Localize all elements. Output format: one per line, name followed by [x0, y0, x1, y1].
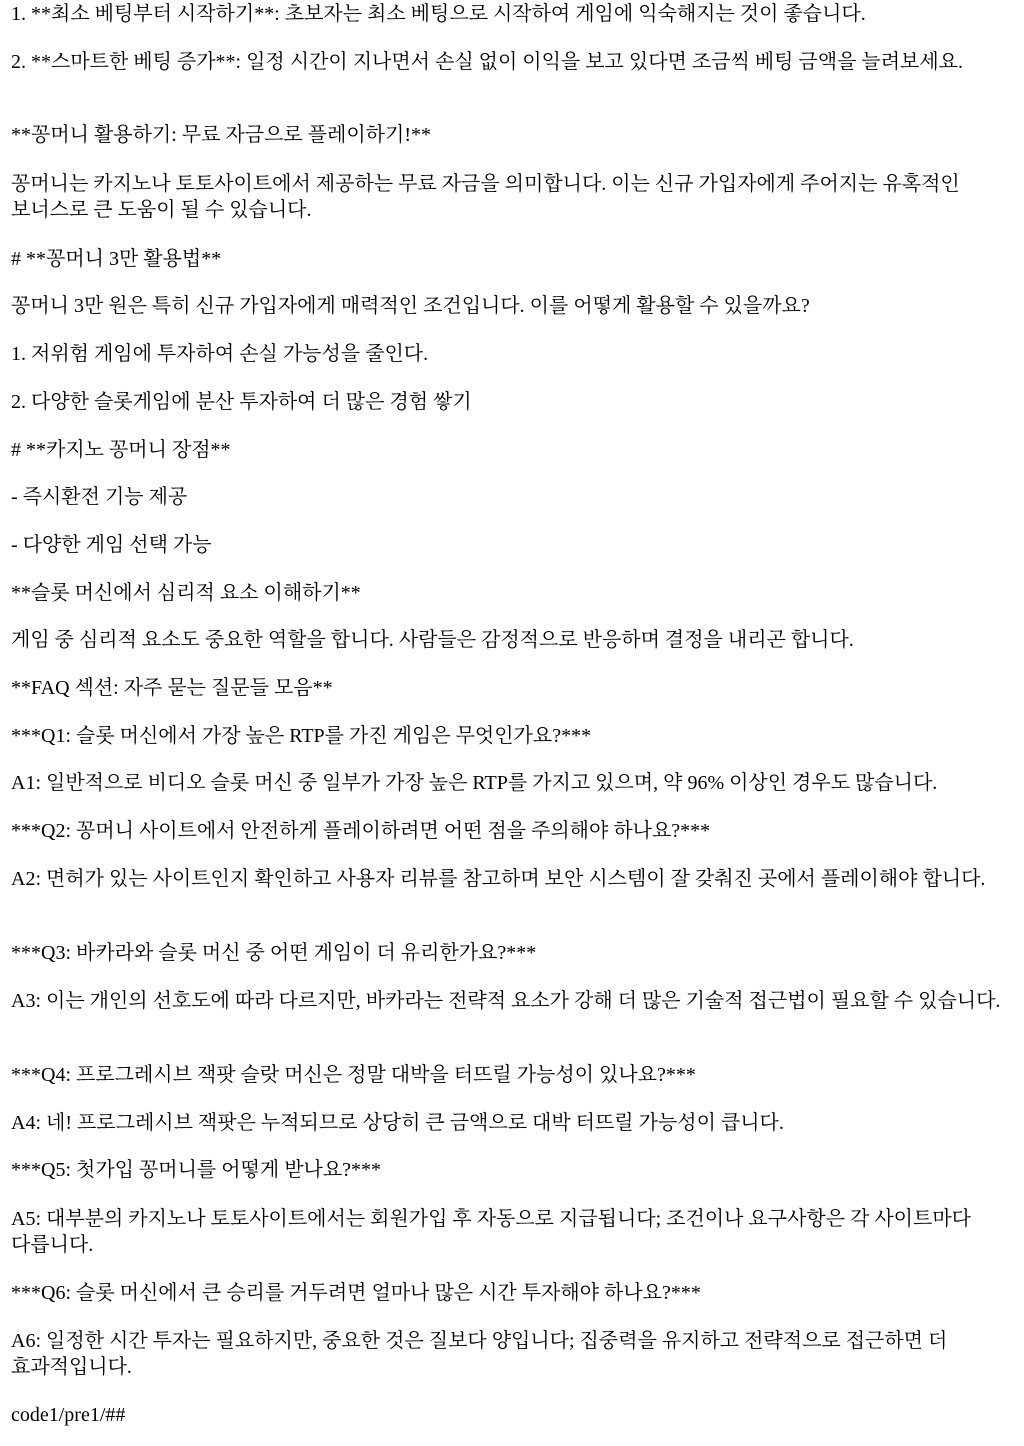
heading-casino-advantages: # **카지노 꽁머니 장점**: [11, 439, 231, 461]
faq-question-5: ***Q5: 첫가입 꽁머니를 어떻게 받나요?***: [11, 1159, 382, 1181]
faq-question-4: ***Q4: 프로그레시브 잭팟 슬랏 머신은 정말 대박을 터뜨릴 가능성이 있나요?***: [11, 1064, 696, 1086]
heading-30k-usage: # **꽁머니 3만 활용법**: [11, 248, 222, 270]
paragraph-30k-intro: 꽁머니 3만 원은 특히 신규 가입자에게 매력적인 조건입니다. 이를 어떻게 활용할 수 있을까요?: [11, 295, 810, 317]
faq-answer-5: A5: 대부분의 카지노나 토토사이트에서는 회원가입 후 자동으로 지급됩니다; 조건이나 요구사항은 각 사이트마다 다릅니다.: [11, 1208, 971, 1256]
faq-question-3: ***Q3: 바카라와 슬롯 머신 중 어떤 게임이 더 유리한가요?***: [11, 942, 537, 964]
heading-faq: **FAQ 섹션: 자주 묻는 질문들 모음**: [11, 677, 333, 699]
faq-answer-4: A4: 네! 프로그레시브 잭팟은 누적되므로 상당히 큰 금액으로 대박 터뜨릴 가능성이 큽니다.: [11, 1112, 784, 1134]
faq-answer-6: A6: 일정한 시간 투자는 필요하지만, 중요한 것은 질보다 양입니다; 집중력을 유지하고 전략적으로 접근하면 더 효과적입니다.: [11, 1330, 948, 1378]
paragraph-tip-2: 2. **스마트한 베팅 증가**: 일정 시간이 지나면서 손실 없이 이익을 보고 있다면 조금씩 베팅 금액을 늘려보세요.: [11, 51, 963, 73]
paragraph-psychology: 게임 중 심리적 요소도 중요한 역할을 합니다. 사람들은 감정적으로 반응하며 결정을 내리곤 합니다.: [11, 629, 854, 651]
paragraph-tip-1: 1. **최소 베팅부터 시작하기**: 초보자는 최소 베팅으로 시작하여 게임에 익숙해지는 것이 좋습니다.: [11, 3, 866, 25]
footer-code-marker: code1/pre1/##: [11, 1404, 126, 1426]
faq-answer-2: A2: 면허가 있는 사이트인지 확인하고 사용자 리뷰를 참고하며 보안 시스템이 잘 갖춰진 곳에서 플레이해야 합니다.: [11, 868, 986, 890]
faq-question-2: ***Q2: 꽁머니 사이트에서 안전하게 플레이하려면 어떤 점을 주의해야 하나요?***: [11, 820, 711, 842]
paragraph-free-money-intro: 꽁머니는 카지노나 토토사이트에서 제공하는 무료 자금을 의미합니다. 이는 신규 가입자에게 주어지는 유혹적인 보너스로 큰 도움이 될 수 있습니다.: [11, 173, 960, 221]
faq-answer-3: A3: 이는 개인의 선호도에 따라 다르지만, 바카라는 전략적 요소가 강해 더 많은 기술적 접근법이 필요할 수 있습니다.: [11, 990, 1001, 1012]
list-item-low-risk: 1. 저위험 게임에 투자하여 손실 가능성을 줄인다.: [11, 343, 429, 365]
heading-free-money: **꽁머니 활용하기: 무료 자금으로 플레이하기!**: [11, 124, 431, 146]
bullet-game-choice: - 다양한 게임 선택 가능: [11, 534, 212, 556]
heading-psychology: **슬롯 머신에서 심리적 요소 이해하기**: [11, 582, 361, 604]
list-item-diversify: 2. 다양한 슬롯게임에 분산 투자하여 더 많은 경험 쌓기: [11, 391, 472, 413]
faq-answer-1: A1: 일반적으로 비디오 슬롯 머신 중 일부가 가장 높은 RTP를 가지고 있으며, 약 96% 이상인 경우도 많습니다.: [11, 772, 938, 794]
faq-question-6: ***Q6: 슬롯 머신에서 큰 승리를 거두려면 얼마나 많은 시간 투자해야 하나요?***: [11, 1282, 701, 1304]
faq-question-1: ***Q1: 슬롯 머신에서 가장 높은 RTP를 가진 게임은 무엇인가요?***: [11, 725, 592, 747]
bullet-instant-exchange: - 즉시환전 기능 제공: [11, 486, 188, 508]
